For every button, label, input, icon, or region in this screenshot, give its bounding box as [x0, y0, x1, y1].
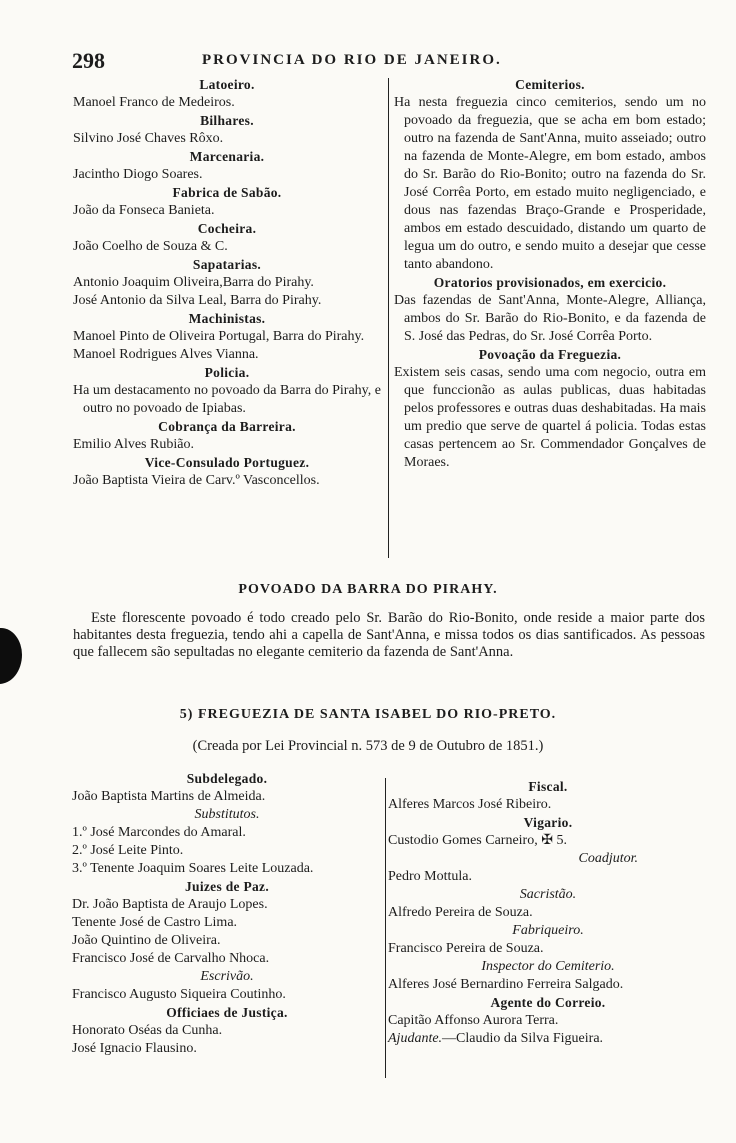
substituto-1: 1.º José Marcondes do Amaral.	[72, 825, 246, 840]
left-section-heading: Cocheira.	[197, 221, 257, 236]
ajudante-name: —Claudio da Silva Figueira.	[442, 1031, 604, 1046]
left-section-heading: Latoeiro.	[199, 77, 255, 92]
ink-blot	[0, 628, 22, 684]
left-section-entry: Jacintho Diogo Soares.	[73, 167, 203, 182]
left-section-entry: João Coelho de Souza & C.	[73, 239, 228, 254]
fiscal-name: Alferes Marcos José Ribeiro.	[388, 797, 552, 812]
escrivao-heading: Escrivão.	[200, 969, 254, 984]
left-section-entry: Manoel Rodrigues Alves Vianna.	[73, 347, 259, 362]
coadjutor-name: Pedro Mottula.	[388, 869, 472, 884]
left-section-entry: João da Fonseca Banieta.	[73, 203, 215, 218]
officiaes-heading: Officiaes de Justiça.	[166, 1005, 288, 1020]
subdelegado-name: João Baptista Martins de Almeida.	[72, 789, 266, 804]
left-section-heading: Cobrança da Barreira.	[158, 419, 296, 434]
right-section-entry: Ha nesta freguezia cinco cemiterios, sendo um no povoado da freguezia, que se acha em bom estado; outro na fazenda de Sant'Anna, muito asseiado; outro na fazenda de Monte-Alegre, em bom estado, ambos do Sr. Barão do Rio-Bonito; outro na fazenda do Sr. José Corrêa Porto, em estado muito negligenciado, e dous nas fazendas Braço-Grande e Prosperidade, ambos em estado descuidado, distando um quarto de legua um do outro, e sendo muito a desejar que cesse tanto abandono.	[394, 95, 706, 272]
left-section-heading: Marcenaria.	[189, 149, 265, 164]
inspector-heading: Inspector do Cemiterio.	[481, 959, 615, 974]
left-section-heading: Machinistas.	[188, 311, 266, 326]
fabriqueiro-name: Francisco Pereira de Souza.	[388, 941, 544, 956]
povoado-title: POVOADO DA BARRA DO PIRAHY.	[238, 582, 498, 597]
sacristao-name: Alfredo Pereira de Souza.	[388, 905, 533, 920]
left-column	[73, 76, 381, 490]
ajudante-line	[388, 1030, 708, 1048]
left-section-heading: Vice-Consulado Portuguez.	[144, 455, 310, 470]
agente-name: Capitão Affonso Aurora Terra.	[388, 1013, 559, 1028]
right-section-heading: Povoação da Freguezia.	[478, 347, 622, 362]
column-divider-top	[388, 78, 389, 558]
left-section-entry: Antonio Joaquim Oliveira,Barra do Pirahy.	[73, 275, 314, 290]
page-header	[72, 48, 712, 74]
fabriqueiro-heading: Fabriqueiro.	[512, 923, 584, 938]
left-section-entry: Silvino José Chaves Rôxo.	[73, 131, 224, 146]
right-section-heading: Oratorios provisionados, em exercicio.	[433, 275, 667, 290]
left-section-heading: Fabrica de Sabão.	[172, 185, 282, 200]
ajudante-label: Ajudante.	[388, 1031, 443, 1046]
left-section-entry: José Antonio da Silva Leal, Barra do Pirahy.	[73, 293, 322, 308]
official-2: José Ignacio Flausino.	[72, 1041, 197, 1056]
left-section-heading: Bilhares.	[200, 113, 254, 128]
inspector-name: Alferes José Bernardino Ferreira Salgado.	[388, 977, 624, 992]
substituto-2: 2.º José Leite Pinto.	[72, 843, 184, 858]
page-number: 298	[72, 48, 105, 73]
freguezia-left	[72, 770, 382, 1058]
coadjutor-heading: Coadjutor.	[578, 851, 638, 866]
juiz-2: Tenente José de Castro Lima.	[72, 915, 238, 930]
juiz-4: Francisco José de Carvalho Nhoca.	[72, 951, 270, 966]
freguezia-title: 5) FREGUEZIA DE SANTA ISABEL DO RIO-PRETO.	[179, 707, 557, 722]
substitutos-heading: Substitutos.	[194, 807, 260, 822]
juiz-3: João Quintino de Oliveira.	[72, 933, 221, 948]
sacristao-heading: Sacristão.	[519, 887, 577, 902]
left-section-entry: Ha um destacamento no povoado da Barra do Pirahy, e outro no povoado de Ipiabas.	[73, 383, 381, 416]
left-section-entry: João Baptista Vieira de Carv.º Vasconcellos.	[73, 473, 320, 488]
vigario-name: Custodio Gomes Carneiro, ✠ 5.	[388, 833, 567, 848]
povoado-paragraph: Este florescente povoado é todo creado pelo Sr. Barão do Rio-Bonito, onde reside a maior parte dos habitantes desta freguezia, tendo ahi a capella de Sant'Anna, e missa todos os dias santificados. As pessoas que fallecem são sepultadas no elegante cemiterio da fazenda de Sant'Anna.	[73, 610, 705, 660]
right-column	[394, 76, 706, 472]
juizes-heading: Juizes de Paz.	[184, 879, 270, 894]
freguezia-right	[388, 778, 708, 1048]
vigario-heading: Vigario.	[523, 815, 573, 830]
left-section-heading: Sapatarias.	[192, 257, 262, 272]
freguezia-subtitle: (Creada por Lei Provincial n. 573 de 9 de Outubro de 1851.)	[192, 738, 544, 754]
subdelegado-heading: Subdelegado.	[186, 771, 268, 786]
left-section-heading: Policia.	[204, 365, 250, 380]
right-section-entry: Existem seis casas, sendo uma com negocio, outra em que funccionão as aulas publicas, duas habitadas pelos professores e outras duas deshabitadas. Ha mais um predio que serve de quartel á policia. Todas estas casas pertencem ao Sr. Commendador Gonçalves de Moraes.	[394, 365, 706, 470]
column-divider-bottom	[385, 778, 386, 1078]
left-section-entry: Manoel Pinto de Oliveira Portugal, Barra do Pirahy.	[73, 329, 365, 344]
left-section-entry: Manoel Franco de Medeiros.	[73, 95, 235, 110]
right-section-entry: Das fazendas de Sant'Anna, Monte-Alegre, Alliança, ambos do Sr. Barão do Rio-Bonito, e da fazenda de S. José das Pedras, do Sr. José Corrêa Porto.	[394, 293, 706, 344]
substituto-3: 3.º Tenente Joaquim Soares Leite Louzada.	[72, 861, 314, 876]
page-title: PROVINCIA DO RIO DE JANEIRO.	[202, 52, 502, 68]
juiz-1: Dr. João Baptista de Araujo Lopes.	[72, 897, 268, 912]
official-1: Honorato Oséas da Cunha.	[72, 1023, 223, 1038]
agente-heading: Agente do Correio.	[490, 995, 606, 1010]
escrivao-name: Francisco Augusto Siqueira Coutinho.	[72, 987, 286, 1002]
left-section-entry: Emilio Alves Rubião.	[73, 437, 194, 452]
fiscal-heading: Fiscal.	[528, 779, 568, 794]
right-section-heading: Cemiterios.	[515, 77, 585, 92]
